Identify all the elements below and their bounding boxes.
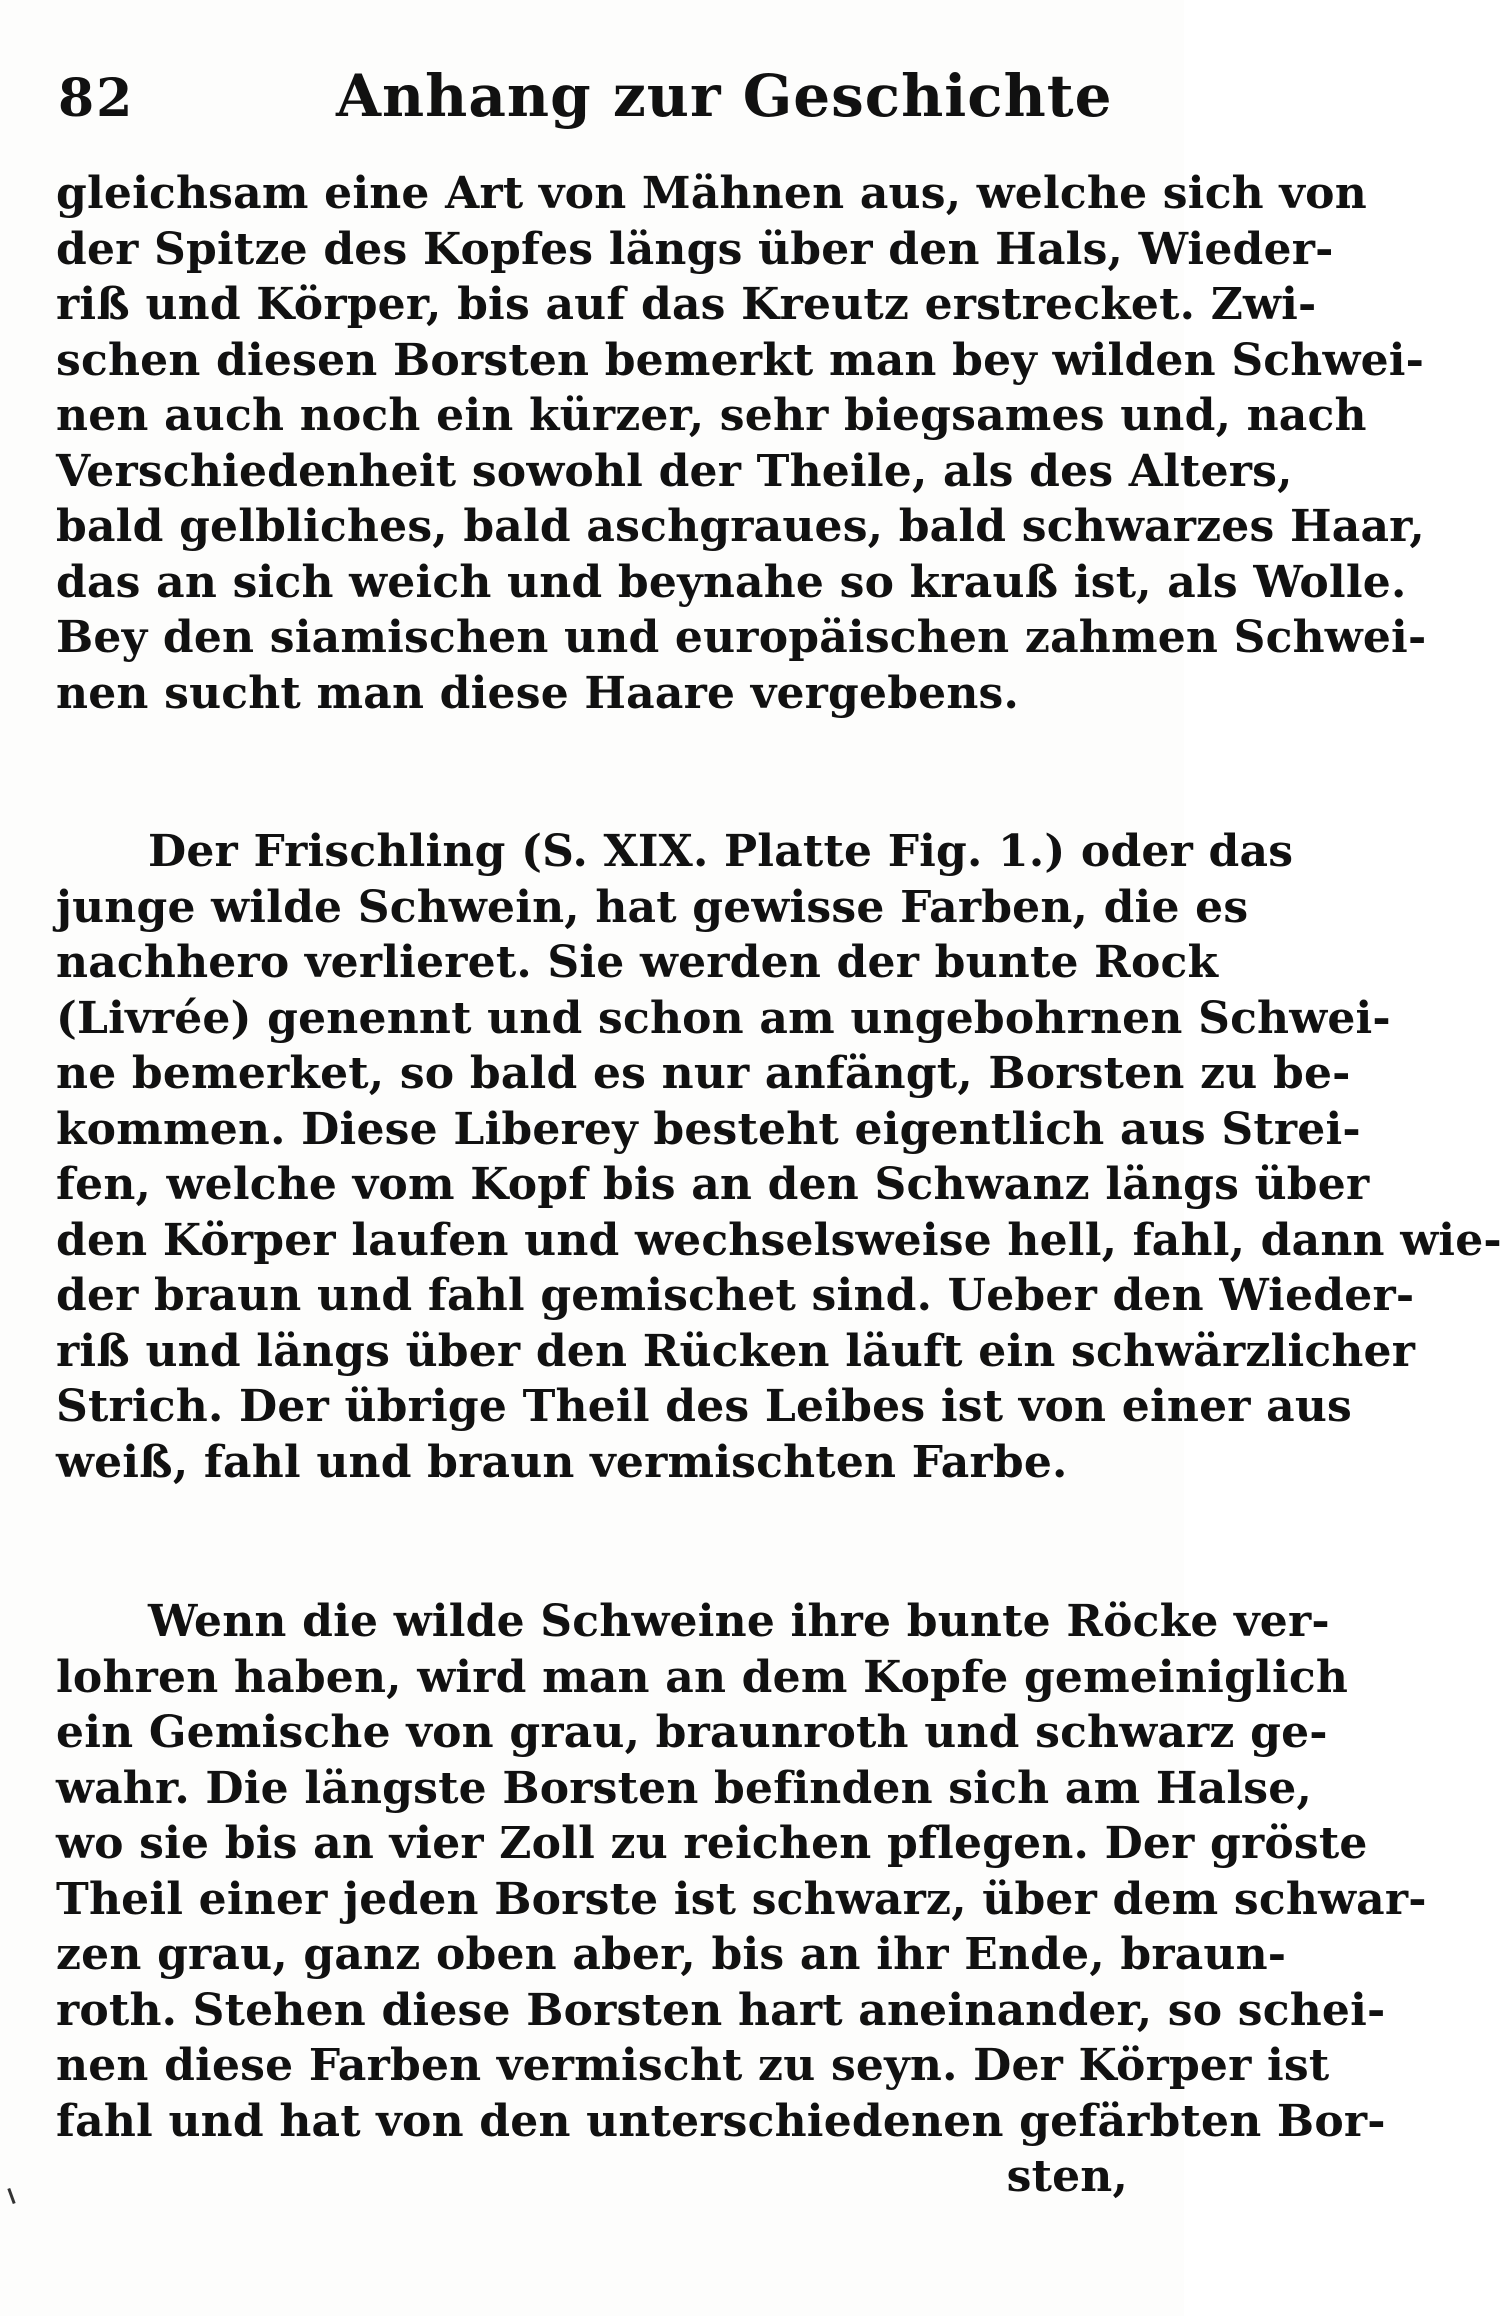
text-line: weiß, fahl und braun vermischten Farbe. — [56, 1436, 1068, 1488]
text-line: der Spitze des Kopfes längs über den Hals, Wieder- — [56, 223, 1334, 275]
catchword: sten, — [1006, 2151, 1128, 2202]
text-line: lohren haben, wird man an dem Kopfe gemeiniglich — [56, 1651, 1349, 1703]
text-line: Verschiedenheit sowohl der Theile, als des Alters, — [56, 445, 1293, 497]
page-number: 82 — [58, 68, 135, 129]
text-line: bald gelbliches, bald aschgraues, bald schwarzes Haar, — [56, 501, 1425, 552]
running-title: Anhang zur Geschichte — [336, 62, 1113, 130]
text-line: das an sich weich und beynahe so krauß ist, als Wolle. — [56, 556, 1407, 608]
text-line: Strich. Der übrige Theil des Leibes ist von einer aus — [56, 1381, 1353, 1432]
text-line: ein Gemische von grau, braunroth und schwarz ge- — [56, 1707, 1328, 1758]
text-line: wahr. Die längste Borsten befinden sich am Halse, — [56, 1762, 1312, 1814]
text-line: nen sucht man diese Haare vergebens. — [56, 667, 1020, 719]
text-line: Der Frischling (S. XIX. Platte Fig. 1.) oder das — [148, 826, 1294, 877]
text-line: den Körper laufen und wechselsweise hell, fahl, dann wie- — [56, 1214, 1502, 1266]
text-line: riß und Körper, bis auf das Kreutz erstrecket. Zwi- — [56, 279, 1317, 330]
text-line: wo sie bis an vier Zoll zu reichen pflegen. Der gröste — [56, 1818, 1368, 1869]
text-line: nen auch noch ein kürzer, sehr biegsames und, nach — [56, 390, 1367, 441]
margin-mark — [7, 2188, 15, 2204]
text-line: Theil einer jeden Borste ist schwarz, über dem schwar- — [56, 1873, 1427, 1925]
text-line: Bey den siamischen und europäischen zahmen Schwei- — [56, 612, 1427, 663]
text-line: nen diese Farben vermischt zu seyn. Der Körper ist — [56, 2040, 1330, 2091]
text-line: fahl und hat von den unterschiedenen gefärbten Bor- — [56, 2095, 1386, 2147]
text-line: fen, welche vom Kopf bis an den Schwanz längs über — [56, 1159, 1370, 1210]
text-line: kommen. Diese Liberey besteht eigentlich aus Strei- — [56, 1103, 1361, 1155]
text-line: ne bemerket, so bald es nur anfängt, Borsten zu be- — [56, 1048, 1351, 1099]
text-line: riß und längs über den Rücken läuft ein schwärzlicher — [56, 1325, 1416, 1377]
paragraph-2 — [56, 824, 1502, 1490]
text-line: der braun und fahl gemischet sind. Ueber den Wieder- — [56, 1270, 1415, 1321]
text-line: zen grau, ganz oben aber, bis an ihr Ende, braun- — [56, 1929, 1287, 1980]
text-line: nachhero verlieret. Sie werden der bunte Rock — [56, 937, 1219, 988]
paragraph-3 — [56, 1594, 1427, 2205]
text-line: junge wilde Schwein, hat gewisse Farben, die es — [56, 881, 1249, 933]
text-line: gleichsam eine Art von Mähnen aus, welche sich von — [56, 168, 1367, 219]
text-line: Wenn die wilde Schweine ihre bunte Röcke ver- — [148, 1596, 1330, 1647]
text-line: roth. Stehen diese Borsten hart aneinander, so schei- — [56, 1984, 1386, 2036]
text-line: schen diesen Borsten bemerkt man bey wilden Schwei- — [56, 334, 1425, 386]
text-line: (Livrée) genennt und schon am ungebohrnen Schwei- — [56, 992, 1391, 1044]
page-header — [56, 62, 1144, 142]
paragraph-1 — [56, 166, 1427, 721]
